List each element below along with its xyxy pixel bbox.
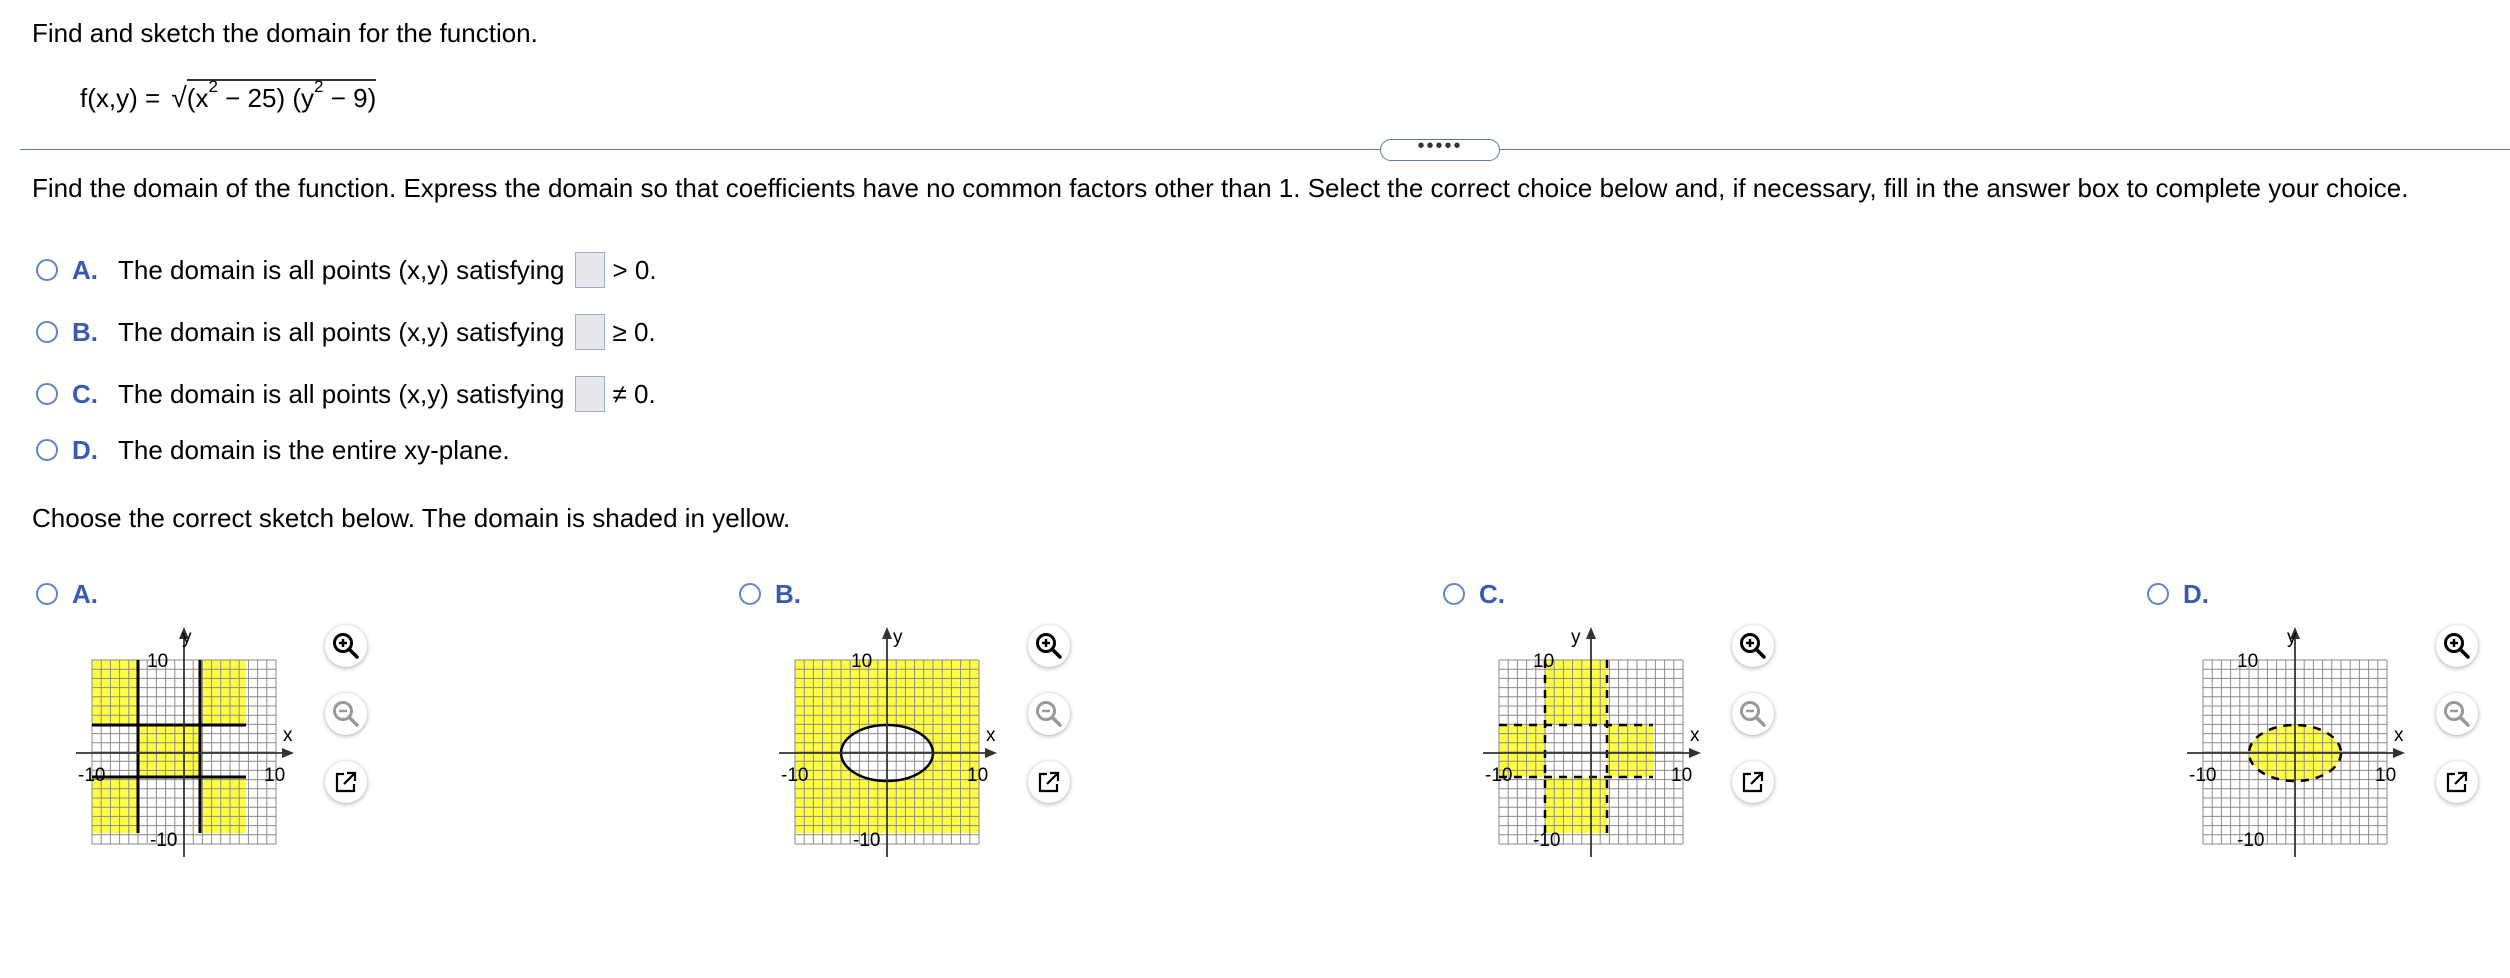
zoom-out-icon (331, 699, 361, 729)
zoom-out-button[interactable] (1028, 693, 1070, 735)
zoom-out-icon (2442, 699, 2472, 729)
open-popout-button[interactable] (2436, 761, 2478, 803)
open-popout-button[interactable] (325, 761, 367, 803)
sketch-letter: C. (1479, 578, 1505, 609)
choice-text: The domain is all points (x,y) satisfying (118, 316, 565, 347)
sketch-choice-a[interactable] (36, 576, 118, 612)
y-axis-arrow (1586, 627, 1596, 639)
x-tick-right: 10 (1671, 765, 1693, 786)
x-tick-right: 10 (2375, 765, 2397, 786)
zoom-out-icon (1738, 699, 1768, 729)
radio-sketch-d[interactable] (2147, 583, 2169, 605)
choice-a[interactable] (36, 250, 657, 290)
choice-letter: D. (72, 434, 98, 465)
zoom-in-button[interactable] (1028, 625, 1070, 667)
zoom-in-button[interactable] (1732, 625, 1774, 667)
sketch-prompt: Choose the correct sketch below. The domain is shaded in yellow. (32, 503, 791, 533)
sketch-letter: B. (775, 578, 801, 609)
y-tick-top: 10 (851, 651, 873, 672)
choice-suffix: > 0. (612, 254, 657, 285)
zoom-in-icon (1738, 631, 1768, 661)
y-axis-label: y (893, 627, 903, 648)
choice-suffix: ≥ 0. (612, 316, 656, 347)
radicand: $(x^2 - 25) (y^2 - 9)$ (186, 77, 377, 113)
y-tick-top: 10 (147, 651, 169, 672)
radio-d[interactable] (36, 439, 58, 461)
instructions-text: Find the domain of the function. Express the domain so that coefficients have no common factors other than 1. Select the correct choice below and, if necessary, fill in the answer box to complete your choice. (32, 173, 2409, 203)
sketch-letter: D. (2183, 578, 2209, 609)
section-divider (20, 149, 2510, 150)
x-axis-label: x (1690, 725, 1700, 746)
answer-box-c[interactable] (575, 376, 605, 412)
zoom-out-button[interactable] (1732, 693, 1774, 735)
function-expression (80, 77, 377, 114)
y-tick-top: 10 (1533, 651, 1555, 672)
x-tick-left: -10 (781, 765, 809, 786)
choice-text: The domain is the entire xy-plane. (118, 434, 510, 465)
radio-sketch-a[interactable] (36, 583, 58, 605)
y-tick-bottom: -10 (2237, 830, 2265, 851)
zoom-in-button[interactable] (325, 625, 367, 667)
choice-letter: A. (72, 254, 98, 285)
sketch-graph-d (2179, 625, 2409, 865)
external-link-icon (2444, 769, 2470, 795)
zoom-out-button[interactable] (325, 693, 367, 735)
sketch-graph-b (771, 625, 1001, 865)
zoom-out-icon (1034, 699, 1064, 729)
sketch-choice-b[interactable] (739, 576, 821, 612)
y-tick-bottom: -10 (853, 830, 881, 851)
x-axis-arrow (985, 748, 997, 758)
y-tick-bottom: -10 (150, 830, 178, 851)
choice-b[interactable] (36, 312, 656, 352)
open-popout-button[interactable] (1028, 761, 1070, 803)
radio-sketch-c[interactable] (1443, 583, 1465, 605)
sketch-graph-a (68, 625, 298, 865)
y-axis-arrow (882, 627, 892, 639)
external-link-icon (1036, 769, 1062, 795)
x-tick-right: 10 (264, 765, 286, 786)
external-link-icon (333, 769, 359, 795)
choice-text: The domain is all points (x,y) satisfying (118, 378, 565, 409)
open-popout-button[interactable] (1732, 761, 1774, 803)
y-axis-label: y (2287, 627, 2297, 648)
x-axis-label: x (2394, 725, 2404, 746)
zoom-in-icon (1034, 631, 1064, 661)
choice-letter: B. (72, 316, 98, 347)
zoom-in-button[interactable] (2436, 625, 2478, 667)
x-axis-arrow (282, 748, 294, 758)
question-title: Find and sketch the domain for the function. (32, 18, 538, 48)
sketch-letter: A. (72, 578, 98, 609)
answer-box-a[interactable] (575, 252, 605, 288)
y-tick-bottom: -10 (1533, 830, 1561, 851)
choice-c[interactable] (36, 374, 656, 414)
radio-b[interactable] (36, 321, 58, 343)
divider-handle[interactable]: ••••• (1380, 139, 1500, 161)
sketch-choice-d[interactable] (2147, 576, 2229, 612)
radio-sketch-b[interactable] (739, 583, 761, 605)
y-axis-label: y (182, 627, 192, 648)
choice-text: The domain is all points (x,y) satisfying (118, 254, 565, 285)
x-tick-right: 10 (967, 765, 989, 786)
sketch-graph-c (1475, 625, 1705, 865)
answer-box-b[interactable] (575, 314, 605, 350)
choice-letter: C. (72, 378, 98, 409)
external-link-icon (1740, 769, 1766, 795)
choice-d[interactable] (36, 430, 510, 470)
x-tick-left: -10 (2189, 765, 2217, 786)
zoom-in-icon (331, 631, 361, 661)
zoom-in-icon (2442, 631, 2472, 661)
function-lhs: f(x,y) = (80, 83, 161, 113)
radio-a[interactable] (36, 259, 58, 281)
x-tick-left: -10 (1485, 765, 1513, 786)
x-tick-left: -10 (78, 765, 106, 786)
sqrt-symbol: √ (171, 82, 187, 113)
radio-c[interactable] (36, 383, 58, 405)
y-tick-top: 10 (2237, 651, 2259, 672)
y-axis-label: y (1571, 627, 1581, 648)
x-axis-label: x (986, 725, 996, 746)
choice-suffix: ≠ 0. (612, 378, 656, 409)
zoom-out-button[interactable] (2436, 693, 2478, 735)
x-axis-arrow (2393, 748, 2405, 758)
x-axis-arrow (1689, 748, 1701, 758)
sketch-choice-c[interactable] (1443, 576, 1525, 612)
x-axis-label: x (283, 725, 293, 746)
